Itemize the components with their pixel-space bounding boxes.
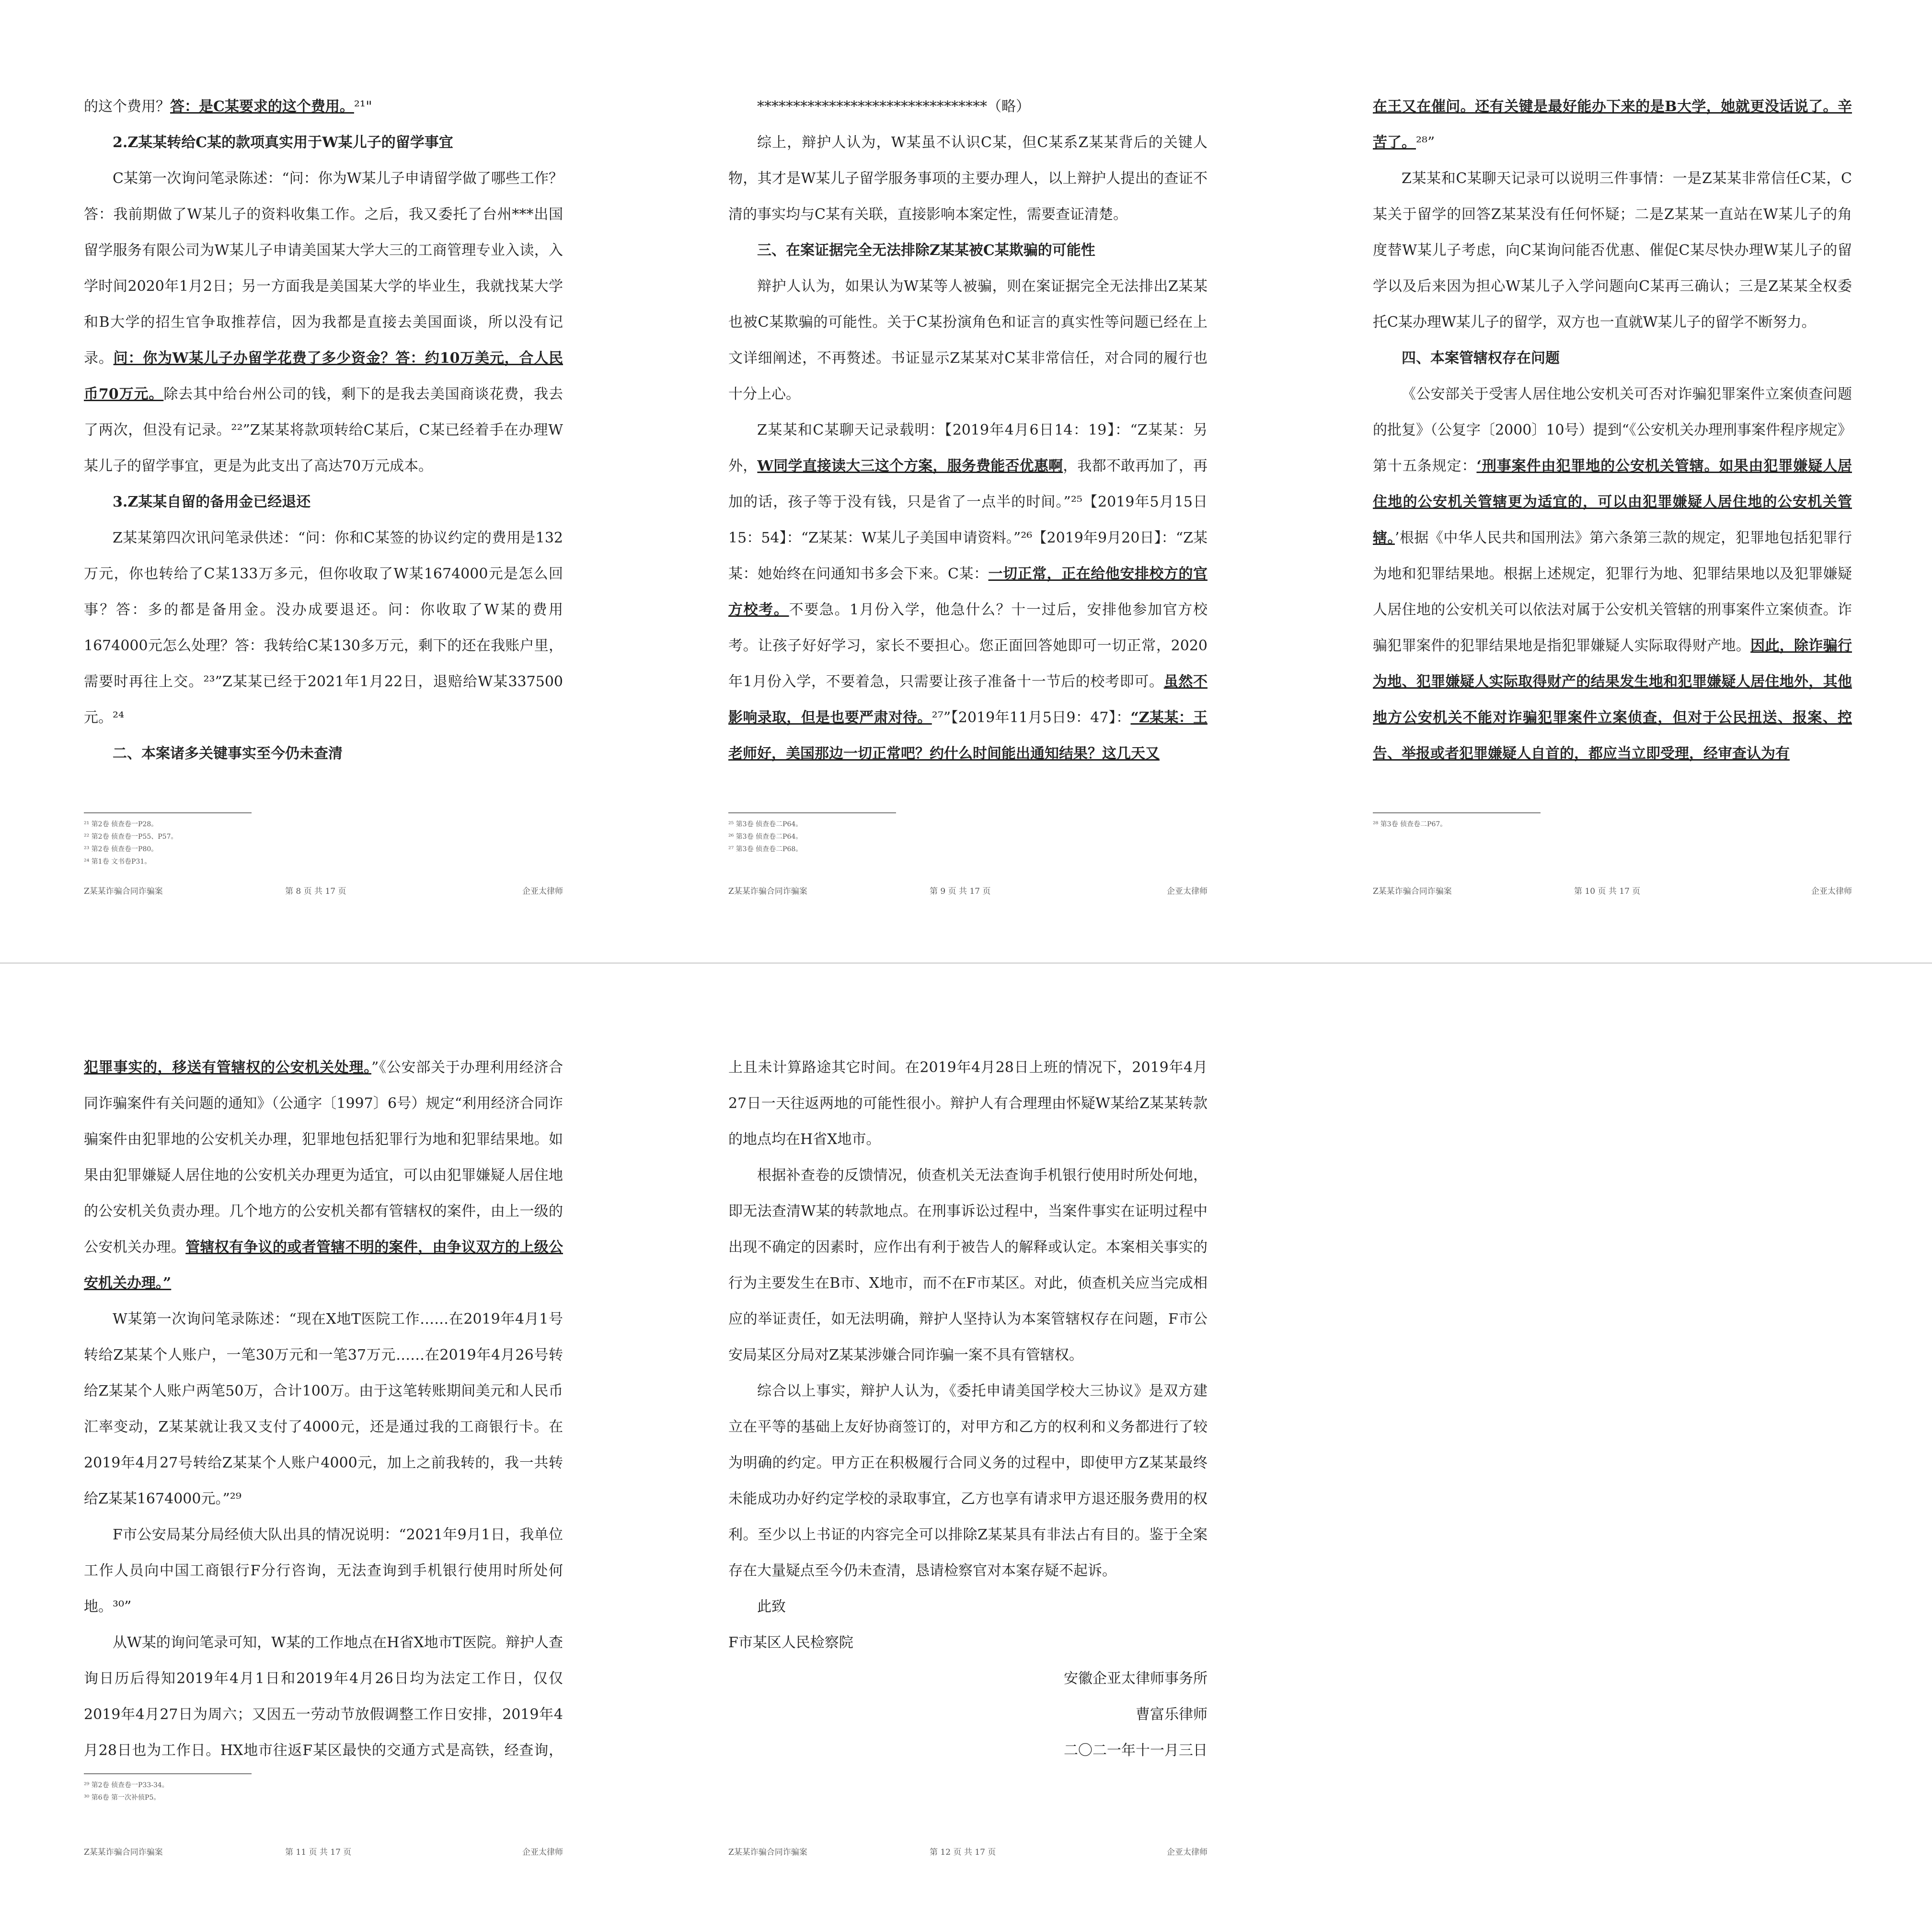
footnote: ³⁰ 第6卷 第一次补侦P5。 <box>84 1794 161 1802</box>
page-footer <box>728 884 1208 899</box>
paragraph <box>728 89 1208 125</box>
underlined-quote: 管辖权有争议的或者管辖不明的案件，由争议双方的上级公安机关办理。” <box>84 1239 563 1292</box>
text-run: 三、在案证据完全无法排除Z某某被C某欺骗的可能性 <box>757 242 1095 259</box>
text-run: 上且未计算路途其它时间。在2019年4月28日上班的情况下，2019年4月27日一天往返两地的可能性很小。辩护人有合理理由怀疑W某给Z某某转款的地点均在H省X地市。 <box>728 1059 1208 1148</box>
text-run: ********************************（略） <box>757 98 1030 115</box>
page-footer <box>728 1845 1208 1860</box>
paragraph <box>84 520 563 736</box>
footnote: ²⁷ 第3卷 侦查卷二P68。 <box>728 845 803 853</box>
footnote: ²⁸ 第3卷 侦查卷二P67。 <box>1373 821 1447 828</box>
footnote-separator <box>84 1773 252 1774</box>
text-run: 根据补查卷的反馈情况，侦查机关无法查询手机银行使用时所处何地，即无法查清W某的转款地点。在刑事诉讼过程中，当案件事实在证明过程中出现不确定的因素时，应作出有利于被告人的解释或认定。本案相关事实的行为主要发生在B市、X地市，而不在F市某区。对此，侦查机关应当完成相应的举证责任，如无法明确，辩护人坚持认为本案管辖权存在问题，F市公安局某区分局对Z某某涉嫌合同诈骗一案不具有管辖权。 <box>728 1167 1208 1364</box>
document-page-11 <box>84 1050 563 1857</box>
text-run: 3.Z某某自留的备用金已经退还 <box>113 494 311 510</box>
footnotes <box>84 1773 563 1804</box>
document-page-8 <box>84 89 563 896</box>
text-run: 辩护人认为，如果认为W某等人被骗，则在案证据完全无法排出Z某某也被C某欺骗的可能性。关于C某扮演角色和证言的真实性等问题已经在上文详细阐述，不再赘述。书证显示Z某某对C某非常信任，对合同的履行也十分上心。 <box>728 278 1208 403</box>
footnotes <box>84 812 563 868</box>
text-run: 2.Z某某转给C某的款项真实用于W某儿子的留学事宜 <box>113 134 453 151</box>
text-run: 二〇二一年十一月三日 <box>1064 1742 1208 1759</box>
footer-case-title: Z某某诈骗合同诈骗案 <box>84 887 163 896</box>
underlined-quote: 在王又在催问。还有关键是最好能办下来的是B大学，她就更没话说了。辛苦了。 <box>1373 98 1852 151</box>
text-run: F市某区人民检察院 <box>728 1634 853 1651</box>
footnote: ²⁶ 第3卷 侦查卷二P64。 <box>728 833 803 841</box>
paragraph <box>84 89 563 125</box>
paragraph <box>728 1625 1208 1661</box>
text-run: Z某某和C某聊天记录可以说明三件事情：一是Z某某非常信任C某，C某关于留学的回答Z某某没有任何怀疑；二是Z某某一直站在W某儿子的角度替W某儿子考虑，向C某询问能否优惠、催促C某尽快办理W某儿子的留学以及后来因为担心W某儿子入学问题向C某再三确认；三是Z某某全权委托C某办理W某儿子的留学，双方也一直就W某儿子的留学不断努力。 <box>1373 170 1852 331</box>
paragraph <box>728 125 1208 232</box>
text-run: ²⁸” <box>1416 134 1435 151</box>
footer-firm: 企亚太律师 <box>522 1848 563 1857</box>
footnote-separator <box>1373 812 1541 813</box>
footnote: ²² 第2卷 侦查卷一P55、P57。 <box>84 833 178 841</box>
section-heading <box>84 484 563 520</box>
paragraph <box>1373 376 1852 772</box>
paragraph <box>84 1517 563 1625</box>
paragraph <box>728 1733 1208 1766</box>
footer-firm: 企亚太律师 <box>1811 887 1852 896</box>
paragraph <box>728 1373 1208 1589</box>
footer-case-title: Z某某诈骗合同诈骗案 <box>728 1848 807 1857</box>
text-run: ”《公安部关于办理利用经济合同诈骗案件有关问题的通知》（公通字〔1997〕6号）规定“利用经济合同诈骗案件由犯罪地的公安机关办理，犯罪地包括犯罪行为地和犯罪结果地。如果由犯罪嫌疑人居住地的公安机关办理更为适宜，可以由犯罪嫌疑人居住地的公安机关负责办理。几个地方的公安机关都有管辖权的案件，由上一级的公安机关办理。 <box>84 1059 563 1256</box>
footnote: ²¹ 第2卷 侦查卷一P28。 <box>84 821 158 828</box>
text-run: 不要急。1月份入学，他急什么？十一过后，安排他参加官方校考。让孩子好好学习，家长不要担心。您正面回答她即可一切正常，2020年1月份入学，不要着急，只需要让孩子准备十一节后的校考即可。 <box>728 601 1208 690</box>
underlined-quote: W同学直接读大三这个方案，服务费能否优惠啊 <box>757 458 1063 474</box>
paragraph <box>728 1589 1208 1625</box>
page-footer <box>84 884 563 899</box>
footer-page-number: 第 12 页 共 17 页 <box>930 1848 996 1857</box>
footer-case-title: Z某某诈骗合同诈骗案 <box>1373 887 1452 896</box>
paragraph <box>728 1050 1208 1157</box>
text-run: 综上，辩护人认为，W某虽不认识C某，但C某系Z某某背后的关键人物，其才是W某儿子留学服务事项的主要办理人，以上辩护人提出的查证不清的事实均与C某有关联，直接影响本案定性，需要查证清楚。 <box>728 134 1208 223</box>
underlined-quote: 答：是C某要求的这个费用。 <box>170 98 354 115</box>
document-page-10 <box>1373 89 1852 896</box>
text-run: ²⁷”【2019年11月5日9：47】： <box>932 709 1131 726</box>
page-footer <box>84 1845 563 1860</box>
underlined-quote: 问：你为W某儿子办留学花费了多少资金？答：约10万美元，合人民币70万元。 <box>84 350 563 403</box>
paragraph <box>728 268 1208 412</box>
text-run: ’根据《中华人民共和国刑法》第六条第三款的规定，犯罪地包括犯罪行为地和犯罪结果地。根据上述规定，犯罪行为地、犯罪结果地以及犯罪嫌疑人居住地的公安机关可以依法对属于公安机关管辖的刑事案件立案侦查。诈骗犯罪案件的犯罪结果地是指犯罪嫌疑人实际取得财产地。 <box>1373 530 1852 654</box>
underlined-quote: “Z某某：王老师好，美国那边一切正常吧？约什么时间能出通知结果？这几天又 <box>728 709 1208 762</box>
page-footer <box>1373 884 1852 899</box>
page-body <box>728 1050 1208 1766</box>
footnotes <box>728 812 1208 855</box>
paragraph <box>728 1157 1208 1373</box>
section-heading <box>84 125 563 161</box>
footnote: ²⁴ 第1卷 文书卷P31。 <box>84 858 151 866</box>
text-run: Z某某第四次讯问笔录供述：“问：你和C某签的协议约定的费用是132万元，你也转给了C某133万多元，但你收取了W某1674000元是怎么回事？答：多的都是备用金。没办成要退还。问：你收取了W某的费用1674000元怎么处理？答：我转给C某130多万元，剩下的还在我账户里，需要时再往上交。²³”Z某某已经于2021年1月22日，退赔给W某337500元。²⁴ <box>84 530 563 726</box>
underlined-quote: ‘刑事案件由犯罪地的公安机关管辖。如果由犯罪嫌疑人居住地的公安机关管辖更为适宜的，可以由犯罪嫌疑人居住地的公安机关管辖。 <box>1373 458 1852 546</box>
footer-page-number: 第 11 页 共 17 页 <box>285 1848 352 1857</box>
footer-page-number: 第 9 页 共 17 页 <box>930 887 991 896</box>
text-run: ²¹" <box>354 98 372 115</box>
text-run: 安徽企亚太律师事务所 <box>1064 1670 1208 1687</box>
footer-firm: 企亚太律师 <box>1167 887 1208 896</box>
text-run: 《公安部关于受害人居住地公安机关可否对诈骗犯罪案件立案侦查问题的批复》（公复字〔2000〕10号）提到“《公安机关办理刑事案件程序规定》第十五条规定： <box>1373 386 1852 474</box>
footnotes <box>1373 812 1852 831</box>
document-page-12 <box>728 1050 1208 1857</box>
page-body <box>84 89 563 805</box>
text-run: 四、本案管辖权存在问题 <box>1402 350 1560 367</box>
text-run: 此致 <box>757 1598 786 1615</box>
page-body <box>728 89 1208 805</box>
underlined-quote: 因此，除诈骗行为地、犯罪嫌疑人实际取得财产的结果发生地和犯罪嫌疑人居住地外，其他地方公安机关不能对诈骗犯罪案件立案侦查，但对于公民扭送、报案、控告、举报或者犯罪嫌疑人自首的，都应当立即受理，经审查认为有 <box>1373 637 1852 762</box>
text-run: 的这个费用？ <box>84 98 170 115</box>
section-heading <box>728 232 1208 268</box>
page-body <box>1373 89 1852 805</box>
footer-firm: 企亚太律师 <box>1167 1848 1208 1857</box>
footnote-separator <box>84 812 252 813</box>
footnote: ²⁵ 第3卷 侦查卷二P64。 <box>728 821 803 828</box>
paragraph <box>728 1697 1208 1733</box>
paragraph <box>1373 161 1852 340</box>
paragraph <box>84 1301 563 1517</box>
section-heading <box>84 736 563 772</box>
footnote: ²³ 第2卷 侦查卷一P80。 <box>84 845 158 853</box>
text-run: 综合以上事实，辩护人认为，《委托申请美国学校大三协议》是双方建立在平等的基础上友好协商签订的，对甲方和乙方的权利和义务都进行了较为明确的约定。甲方正在积极履行合同义务的过程中，即使甲方Z某某最终未能成功办好约定学校的录取事宜，乙方也享有请求甲方退还服务费用的权利。至少以上书证的内容完全可以排除Z某某具有非法占有目的。鉴于全案存在大量疑点至今仍未查清，恳请检察官对本案存疑不起诉。 <box>728 1383 1208 1579</box>
page-body <box>84 1050 563 1766</box>
document-page-9 <box>728 89 1208 896</box>
footer-page-number: 第 8 页 共 17 页 <box>285 887 346 896</box>
text-run: Z某某和C某聊天记录载明：【2019年4月6日14：19】：“Z某某：另外， <box>728 422 1208 474</box>
footer-case-title: Z某某诈骗合同诈骗案 <box>84 1848 163 1857</box>
paragraph <box>728 1661 1208 1697</box>
paragraph <box>84 1625 563 1766</box>
page-row-divider <box>0 962 1932 964</box>
paragraph <box>84 161 563 484</box>
underlined-quote: 犯罪事实的，移送有管辖权的公安机关处理。 <box>84 1059 371 1076</box>
text-run: 除去其中给台州公司的钱，剩下的是我去美国商谈花费，我去了两次，但没有记录。²²”Z某某将款项转给C某后，C某已经着手在办理W某儿子的留学事宜，更是为此支出了高达70万元成本。 <box>84 386 563 474</box>
text-run: C某第一次询问笔录陈述：“问：你为W某儿子申请留学做了哪些工作？答：我前期做了W某儿子的资料收集工作。之后，我又委托了台州***出国留学服务有限公司为W某儿子申请美国某大学大三的工商管理专业入读，入学时间2020年1月2日；另一方面我是美国某大学的毕业生，我就找某大学和B大学的招生官争取推荐信，因为我都是直接去美国面谈，所以没有记录。 <box>84 170 563 367</box>
text-run: F市公安局某分局经侦大队出具的情况说明：“2021年9月1日，我单位工作人员向中国工商银行F分行咨询，无法查询到手机银行使用时所处何地。³⁰” <box>84 1526 563 1615</box>
text-run: 从W某的询问笔录可知，W某的工作地点在H省X地市T医院。辩护人查询日历后得知2019年4月1日和2019年4月26日均为法定工作日，仅仅2019年4月27日为周六；又因五一劳动节放假调整工作日安排，2019年4月28日也为工作日。HX地市往返F某区最快的交通方式是高铁，经查询， <box>84 1634 563 1759</box>
footnote-separator <box>728 812 896 813</box>
footnote: ²⁹ 第2卷 侦查卷一P33-34。 <box>84 1781 169 1789</box>
paragraph <box>1373 89 1852 161</box>
text-run: 曹富乐律师 <box>1136 1706 1208 1723</box>
footer-page-number: 第 10 页 共 17 页 <box>1574 887 1641 896</box>
section-heading <box>1373 340 1852 376</box>
footer-firm: 企亚太律师 <box>522 887 563 896</box>
paragraph <box>728 412 1208 772</box>
footer-case-title: Z某某诈骗合同诈骗案 <box>728 887 807 896</box>
text-run: ，我都不敢再加了，再加的话，孩子等于没有钱，只是省了一点半的时间。”²⁵【2019年5月15日15：54】：“Z某某：W某儿子美国申请资料。”²⁶【2019年9月20日】：“Z某某：她始终在问通知书多会下来。C某： <box>728 458 1208 582</box>
underlined-quote: 虽然不影响录取，但是也要严肃对待。 <box>728 673 1208 726</box>
underlined-quote: 一切正常，正在给他安排校方的官方校考。 <box>728 566 1208 618</box>
text-run: W某第一次询问笔录陈述：“现在X地T医院工作……在2019年4月1号转给Z某某个人账户，一笔30万元和一笔37万元……在2019年4月26号转给Z某某个人账户两笔50万，合计100万。由于这笔转账期间美元和人民币汇率变动，Z某某就让我又支付了4000元，还是通过我的工商银行卡。在2019年4月27号转给Z某某个人账户4000元，加上之前我转的，我一共转给Z某某1674000元。”²⁹ <box>84 1311 563 1507</box>
text-run: 二、本案诸多关键事实至今仍未查清 <box>113 745 343 762</box>
paragraph <box>84 1050 563 1301</box>
